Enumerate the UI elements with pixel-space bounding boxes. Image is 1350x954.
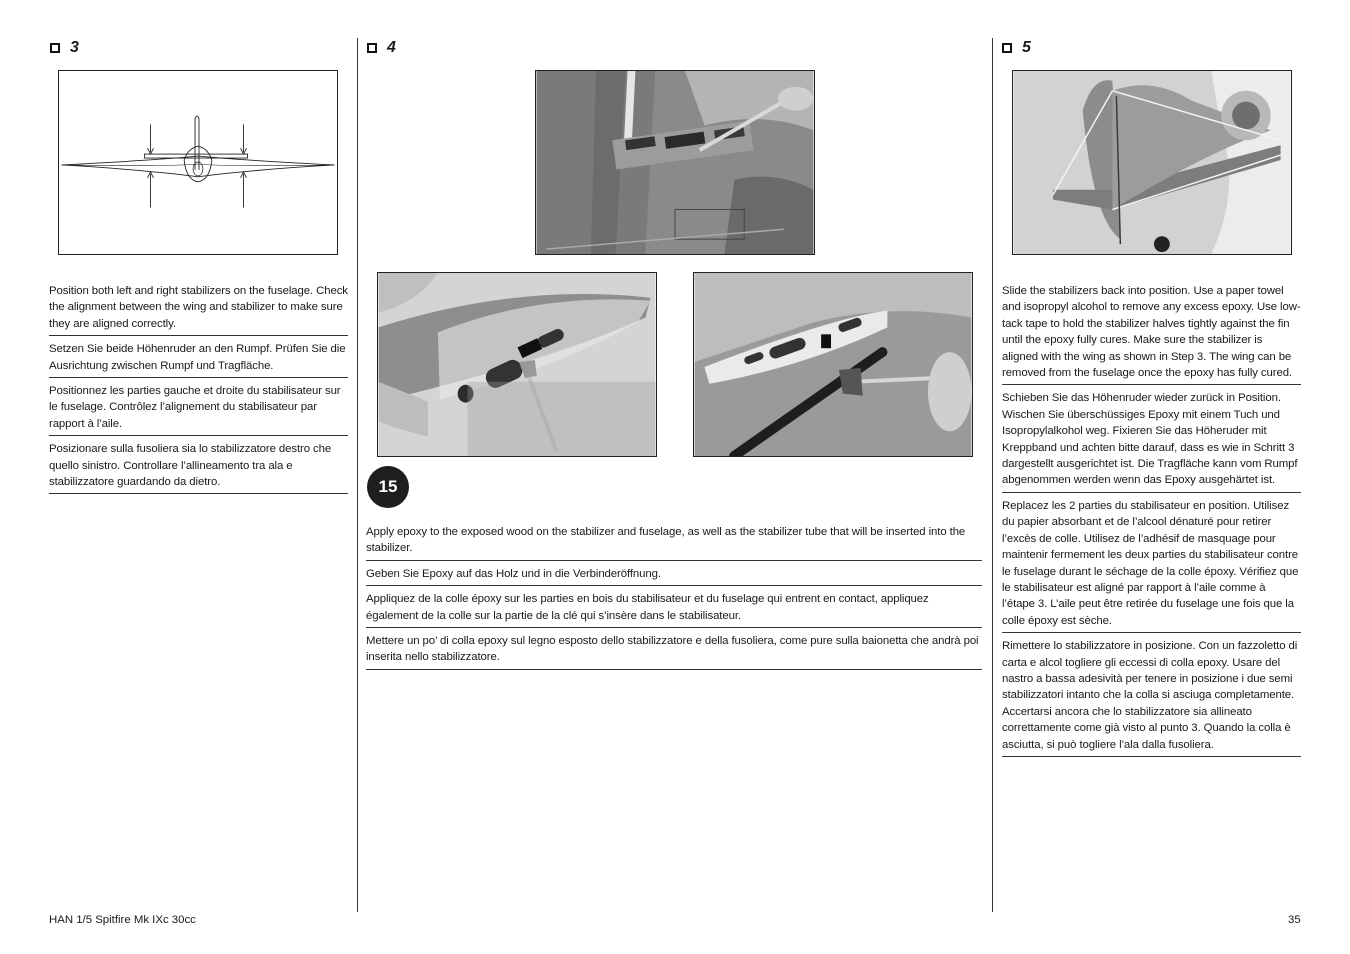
column-divider-2 [992,38,993,912]
step-5-text-en: Slide the stabilizers back into position. Use a paper towel and isopropyl alcohol to remove any excess epoxy. Use low-tack tape to hold the stabilizer halves tightly against the fin until the epoxy fully cures. Make sure the stabilizer is aligned with the wing as shown in Step 3. The wing can be removed from the fuselage once the epoxy has fully cured. [1002,282,1301,385]
step-4-text-en: Apply epoxy to the exposed wood on the stabilizer and fuselage, as well as the stabilizer tube that will be inserted into the stabilizer. [366,523,982,561]
checkbox-icon[interactable] [50,43,60,53]
step-4-text-fr: Appliquez de la colle époxy sur les parties en bois du stabilisateur et du fuselage qui entrent en contact, appliquez également de la colle sur la partie de la clé qui s’insère dans le stabilisateur. [366,586,982,628]
footer-title: HAN 1/5 Spitfire Mk IXc 30cc [49,914,196,926]
step-3-text-it: Posizionare sulla fusoliera sia lo stabilizzatore destro che quello sinistro. Controllare l’allineamento tra ala e stabilizzatore guardando da dietro. [49,436,348,494]
tail-taping-photo [1012,70,1292,255]
step-number: 3 [70,39,79,56]
epoxy-brush-stabilizer-photo-icon [378,273,656,456]
stabilizer-alignment-diagram [58,70,338,255]
checkbox-icon[interactable] [367,43,377,53]
fuselage-epoxy-photo [535,70,815,255]
step-4-header [367,40,396,56]
step-5-text-it: Rimettere lo stabilizzatore in posizione. Con un fazzoletto di carta e alcol togliere gli eccessi di colla epoxy. Usare del nastro a bassa adesività per tenere in posizione i due semi stabilizzatori intanto che la colla si asciuga completamente. Accertarsi ancora che lo stabilizzatore sia allineato correttamente come già visto al punto 3. Quando la colla è asciutta, si può togliere l’ala dalla fusoliera. [1002,633,1301,757]
airplane-rear-view-icon [59,71,337,254]
stabilizer-epoxy-photo-left [377,272,657,457]
epoxy-brush-stabilizer-tube-photo-icon [694,273,972,456]
step-5-header [1002,40,1031,56]
step-4-instructions [366,523,982,670]
column-divider-1 [357,38,358,912]
step-badge: 15 [367,466,409,508]
step-5-text-fr: Replacez les 2 parties du stabilisateur en position. Utilisez du papier absorbant et de l’alcool dénaturé pour retirer l’excès de colle. Utilisez de l’adhésif de masquage pour maintenir fermement les deux parties du stabilisateur contre le fuselage durant le séchage de la colle époxy. Vérifiez que le stabilisateur est aligné par rapport à l’aile comme à l’étape 3. L’aile peut être retirée du fuselage une fois que la colle époxy est sèche. [1002,493,1301,633]
step-3-text-fr: Positionnez les parties gauche et droite du stabilisateur sur le fuselage. Contrôlez l’alignement du stabilisateur par rapport à l’aile. [49,378,348,436]
step-number: 5 [1022,39,1031,56]
step-5-instructions [1002,282,1301,757]
step-3-header [50,40,79,56]
epoxy-brush-fuselage-photo-icon [536,71,814,254]
step-4-text-de: Geben Sie Epoxy auf das Holz und in die Verbinderöffnung. [366,561,982,586]
step-3-instructions [49,282,348,494]
checkbox-icon[interactable] [1002,43,1012,53]
step-number: 4 [387,39,396,56]
step-3-text-de: Setzen Sie beide Höhenruder an den Rumpf. Prüfen Sie die Ausrichtung zwischen Rumpf und Tragfläche. [49,336,348,378]
taped-stabilizer-photo-icon [1013,71,1291,254]
step-5-text-de: Schieben Sie das Höhenruder wieder zurück in Position. Wischen Sie überschüssiges Epoxy mit einem Tuch und Isopropylalkohol weg. Fixieren Sie das Höheruder mit Kreppband und achten bitte darauf, dass es wie in Schritt 3 dargestellt ausgerichtet ist. Die Tragfläche kann vom Rumpf abgenommen werden wenn das Epoxy ausgehärtet ist. [1002,385,1301,492]
step-3-text-en: Position both left and right stabilizers on the fuselage. Check the alignment between the wing and stabilizer to make sure they are aligned correctly. [49,282,348,336]
page-number: 35 [1288,914,1301,926]
step-4-text-it: Mettere un po’ di colla epoxy sul legno esposto dello stabilizzatore e della fusoliera, come pure sulla baionetta che andrà poi inserita nello stabilizzatore. [366,628,982,670]
stabilizer-epoxy-photo-right [693,272,973,457]
